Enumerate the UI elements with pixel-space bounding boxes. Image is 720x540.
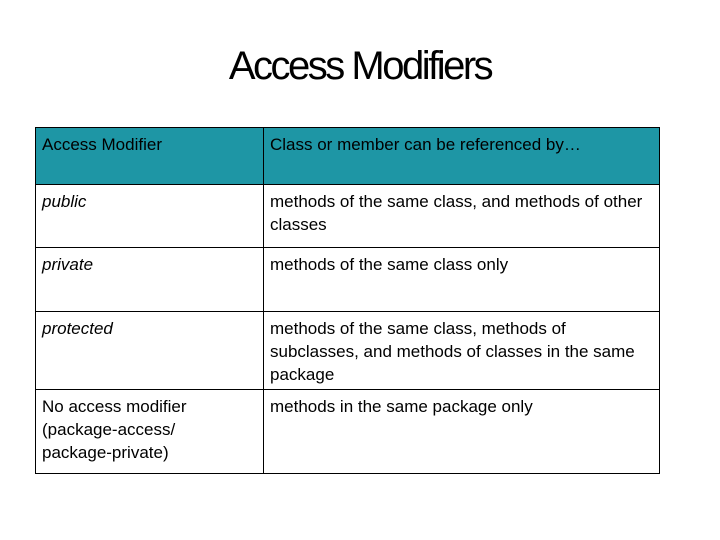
modifier-cell-public: public	[36, 185, 264, 248]
modifier-line: (package-access/	[42, 420, 176, 439]
header-referenced-by: Class or member can be referenced by…	[264, 128, 660, 185]
modifier-line: No access modifier	[42, 397, 187, 416]
referenced-by-cell-public: methods of the same class, and methods of other classes	[264, 185, 660, 248]
table-row	[36, 390, 660, 474]
table-row	[36, 312, 660, 390]
table-header-row	[36, 128, 660, 185]
modifier-cell-private: private	[36, 248, 264, 312]
modifier-cell-protected: protected	[36, 312, 264, 390]
slide-title: Access Modifiers	[228, 44, 492, 88]
referenced-by-cell-private: methods of the same class only	[264, 248, 660, 312]
modifier-cell-no-modifier	[36, 390, 264, 474]
table-row	[36, 185, 660, 248]
referenced-by-cell-protected: methods of the same class, methods of subclasses, and methods of classes in the same package	[264, 312, 660, 390]
referenced-by-cell-no-modifier: methods in the same package only	[264, 390, 660, 474]
modifier-line: package-private)	[42, 443, 169, 462]
access-modifiers-table	[35, 127, 660, 474]
table-row	[36, 248, 660, 312]
header-access-modifier: Access Modifier	[36, 128, 264, 185]
